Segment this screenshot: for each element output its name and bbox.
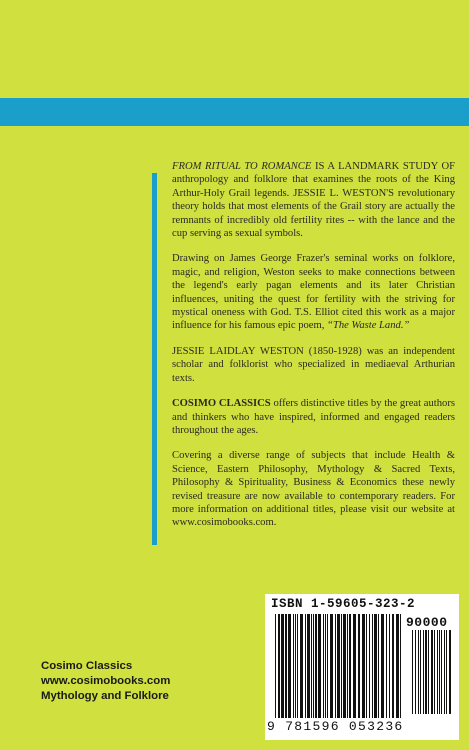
blurb-paragraph-2: Drawing on James George Frazer's seminal works on folklore, magic, and religion, Weston seeks to make connections between the legend's early pagan elements and its later Christian influences, uniting the quest for fertility with the striving for mystical oneness with God. T.S. Elliot cited this work as a major influence for his famous epic poem, “The Waste Land.”	[172, 253, 455, 332]
barcode-bar	[275, 614, 276, 718]
top-accent-band	[0, 98, 469, 126]
barcode-bar	[325, 614, 326, 718]
barcode-bar	[389, 614, 390, 718]
barcode-bar	[307, 614, 310, 718]
barcode-bar	[353, 614, 356, 718]
barcode-bar	[281, 614, 284, 718]
barcode-bar	[300, 614, 303, 718]
publisher-brand: COSIMO CLASSICS	[172, 398, 271, 410]
isbn-label: ISBN 1-59605-323-2	[271, 597, 416, 611]
barcode	[265, 594, 459, 740]
barcode-bar	[381, 614, 384, 718]
barcode-bar	[400, 614, 401, 718]
barcode-bar	[449, 630, 451, 714]
barcode-bar	[434, 630, 435, 714]
ean-number: 9 781596 053236	[267, 719, 404, 734]
barcode-bar	[439, 630, 440, 714]
barcode-bar	[285, 614, 287, 718]
barcode-bar	[337, 614, 340, 718]
barcode-bar	[318, 614, 321, 718]
barcode-bar	[396, 614, 399, 718]
publisher-name: Cosimo Classics	[41, 660, 133, 672]
publisher-info	[41, 659, 170, 704]
barcode-bar	[369, 614, 370, 718]
barcode-bar	[335, 614, 336, 718]
barcode-bar	[392, 614, 394, 718]
price-code: 90000	[406, 615, 448, 630]
barcode-bar	[323, 614, 324, 718]
barcode-bar	[428, 630, 429, 714]
book-title: FROM RITUAL TO ROMANCE	[172, 161, 312, 172]
barcode-bar	[374, 614, 377, 718]
barcode-bar	[278, 614, 280, 718]
author-bio: JESSIE LAIDLAY WESTON (1850-1928) was an independent scholar and folklorist who specialized in mediaeval Arthurian texts.	[172, 345, 455, 384]
barcode-bar	[418, 630, 419, 714]
poem-title: “The Waste Land.”	[327, 320, 410, 332]
barcode-bar	[431, 630, 433, 714]
barcode-bar	[293, 614, 294, 718]
barcode-bar	[343, 614, 346, 718]
barcode-bar	[313, 614, 314, 718]
barcode-bar	[288, 614, 291, 718]
barcode-bar	[341, 614, 342, 718]
barcode-bar	[347, 614, 348, 718]
publisher-paragraph: COSIMO CLASSICS offers distinctive titles by the great authors and thinkers who have inspired, informed and engaged readers throughout the ages.	[172, 398, 455, 436]
barcode-bar	[441, 630, 442, 714]
barcode-bar	[420, 630, 421, 714]
barcode-bar	[372, 614, 373, 718]
barcode-bar	[295, 614, 296, 718]
barcode-bar	[444, 630, 445, 714]
blurb-paragraph-1: FROM RITUAL TO ROMANCE IS A LANDMARK STUDY OF anthropology and folklore that examines the roots of the King Arthur-Holy Grail legends. JESSIE L. WESTON'S revolutionary theory holds that most elements of the Grail story are actually the remnants of incredibly old fertility rites -- with the lance and the cup serving as sexual symbols.	[172, 161, 455, 240]
back-cover-blurb	[172, 160, 455, 542]
book-category: Mythology and Folklore	[41, 690, 169, 702]
barcode-bar	[297, 614, 298, 718]
barcode-bar	[386, 614, 387, 718]
barcode-bar	[327, 614, 328, 718]
series-paragraph: Covering a diverse range of subjects that include Health & Science, Eastern Philosophy, Mythology & Sacred Texts, Philosophy & Spirituality, Business & Economics these newly revised treasure are now available to contemporary readers. For more information on additional titles, please visit our website at www.cosimobooks.com.	[172, 450, 455, 529]
barcode-bar	[311, 614, 312, 718]
publisher-website: www.cosimobooks.com	[41, 675, 171, 687]
barcode-bar	[412, 630, 413, 714]
side-accent-bar	[152, 173, 157, 545]
barcode-bar	[330, 614, 333, 718]
barcode-bar	[423, 630, 424, 714]
barcode-bar	[362, 614, 365, 718]
barcode-bar	[437, 630, 438, 714]
barcode-bar	[378, 614, 379, 718]
ean-barcode-bars	[275, 614, 403, 718]
barcode-bar	[349, 614, 351, 718]
addon-barcode-bars	[412, 630, 454, 714]
barcode-bar	[366, 614, 367, 718]
barcode-bar	[415, 630, 416, 714]
barcode-bar	[425, 630, 427, 714]
barcode-bar	[305, 614, 306, 718]
barcode-bar	[358, 614, 360, 718]
barcode-bar	[446, 630, 447, 714]
barcode-bar	[315, 614, 317, 718]
